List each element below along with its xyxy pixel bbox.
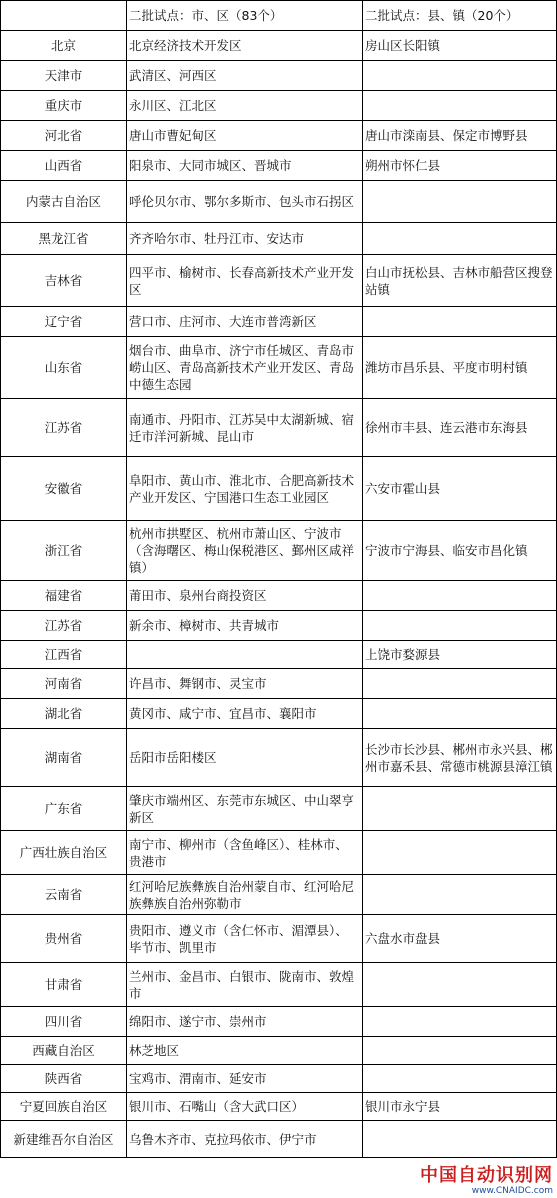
cities-cell: 绵阳市、遂宁市、崇州市 xyxy=(127,1007,363,1037)
counties-cell xyxy=(363,581,557,611)
table-row xyxy=(1,151,557,181)
counties-cell xyxy=(363,611,557,641)
cities-cell: 齐齐哈尔市、牡丹江市、安达市 xyxy=(127,223,363,255)
province-cell: 广东省 xyxy=(1,787,127,831)
cities-cell: 新余市、樟树市、共青城市 xyxy=(127,611,363,641)
province-cell: 陕西省 xyxy=(1,1065,127,1093)
province-cell: 北京 xyxy=(1,31,127,61)
counties-cell: 徐州市丰县、连云港市东海县 xyxy=(363,399,557,457)
cities-cell: 乌鲁木齐市、克拉玛依市、伊宁市 xyxy=(127,1121,363,1158)
table-row xyxy=(1,915,557,963)
table-body xyxy=(1,1,557,1158)
counties-cell: 六安市霍山县 xyxy=(363,457,557,521)
province-cell: 甘肃省 xyxy=(1,963,127,1007)
province-cell: 新建维吾尔自治区 xyxy=(1,1121,127,1158)
province-cell: 云南省 xyxy=(1,875,127,915)
table-row xyxy=(1,787,557,831)
cities-cell: 红河哈尼族彝族自治州蒙自市、红河哈尼族彝族自治州弥勒市 xyxy=(127,875,363,915)
table-row xyxy=(1,223,557,255)
counties-cell: 唐山市滦南县、保定市博野县 xyxy=(363,121,557,151)
counties-cell: 宁波市宁海县、临安市昌化镇 xyxy=(363,521,557,581)
watermark xyxy=(420,1167,553,1196)
province-cell: 江苏省 xyxy=(1,399,127,457)
counties-cell: 长沙市长沙县、郴州市永兴县、郴州市嘉禾县、常德市桃源县漳江镇 xyxy=(363,729,557,787)
counties-cell: 银川市永宁县 xyxy=(363,1093,557,1121)
cities-cell: 永川区、江北区 xyxy=(127,91,363,121)
province-cell: 内蒙古自治区 xyxy=(1,181,127,223)
province-cell: 江苏省 xyxy=(1,611,127,641)
province-cell: 江西省 xyxy=(1,641,127,669)
cities-cell: 银川市、石嘴山（含大武口区） xyxy=(127,1093,363,1121)
counties-cell: 潍坊市昌乐县、平度市明村镇 xyxy=(363,337,557,399)
table-row xyxy=(1,399,557,457)
cities-cell: 南宁市、柳州市（含鱼峰区）、桂林市、贵港市 xyxy=(127,831,363,875)
province-cell: 宁夏回族自治区 xyxy=(1,1093,127,1121)
cities-cell: 南通市、丹阳市、江苏吴中太湖新城、宿迁市洋河新城、昆山市 xyxy=(127,399,363,457)
counties-cell: 白山市抚松县、吉林市船营区搜登站镇 xyxy=(363,255,557,307)
cities-cell: 林芝地区 xyxy=(127,1037,363,1065)
province-cell: 湖南省 xyxy=(1,729,127,787)
table-row xyxy=(1,1065,557,1093)
cities-cell: 武清区、河西区 xyxy=(127,61,363,91)
table-row xyxy=(1,669,557,699)
cities-cell: 许昌市、舞钢市、灵宝市 xyxy=(127,669,363,699)
counties-cell xyxy=(363,787,557,831)
table-row xyxy=(1,699,557,729)
cities-cell: 兰州市、金昌市、白银市、陇南市、敦煌市 xyxy=(127,963,363,1007)
cities-cell xyxy=(127,641,363,669)
counties-cell xyxy=(363,875,557,915)
cities-cell: 黄冈市、咸宁市、宜昌市、襄阳市 xyxy=(127,699,363,729)
counties-cell xyxy=(363,1037,557,1065)
province-cell: 山东省 xyxy=(1,337,127,399)
table-row xyxy=(1,1037,557,1065)
table-row xyxy=(1,611,557,641)
province-cell: 浙江省 xyxy=(1,521,127,581)
counties-cell xyxy=(363,307,557,337)
table-row xyxy=(1,963,557,1007)
province-cell: 贵州省 xyxy=(1,915,127,963)
cities-cell: 宝鸡市、渭南市、延安市 xyxy=(127,1065,363,1093)
counties-cell xyxy=(363,831,557,875)
table-row xyxy=(1,31,557,61)
watermark-url: www.CNAIDC.com xyxy=(471,1186,553,1196)
cities-cell: 肇庆市端州区、东莞市东城区、中山翠亨新区 xyxy=(127,787,363,831)
counties-cell: 六盘水市盘县 xyxy=(363,915,557,963)
counties-cell xyxy=(363,963,557,1007)
table-row xyxy=(1,255,557,307)
counties-cell xyxy=(363,1007,557,1037)
province-cell: 四川省 xyxy=(1,1007,127,1037)
table-row xyxy=(1,307,557,337)
province-cell: 湖北省 xyxy=(1,699,127,729)
table-row xyxy=(1,181,557,223)
cities-cell: 杭州市拱墅区、杭州市萧山区、宁波市（含海曙区、梅山保税港区、鄞州区咸祥镇） xyxy=(127,521,363,581)
counties-cell xyxy=(363,91,557,121)
table-row xyxy=(1,1007,557,1037)
counties-cell xyxy=(363,181,557,223)
cities-cell: 岳阳市岳阳楼区 xyxy=(127,729,363,787)
table-row xyxy=(1,521,557,581)
cities-cell: 四平市、榆树市、长春高新技术产业开发区 xyxy=(127,255,363,307)
cities-cell: 营口市、庄河市、大连市普湾新区 xyxy=(127,307,363,337)
counties-cell: 上饶市婺源县 xyxy=(363,641,557,669)
cities-cell: 北京经济技术开发区 xyxy=(127,31,363,61)
table-row xyxy=(1,729,557,787)
province-cell: 辽宁省 xyxy=(1,307,127,337)
table-row xyxy=(1,61,557,91)
counties-cell xyxy=(363,1121,557,1158)
header-province xyxy=(1,1,127,31)
province-cell: 广西壮族自治区 xyxy=(1,831,127,875)
province-cell: 河南省 xyxy=(1,669,127,699)
table-row xyxy=(1,337,557,399)
table-row xyxy=(1,91,557,121)
cities-cell: 唐山市曹妃甸区 xyxy=(127,121,363,151)
province-cell: 福建省 xyxy=(1,581,127,611)
table-row xyxy=(1,457,557,521)
province-cell: 黑龙江省 xyxy=(1,223,127,255)
province-cell: 河北省 xyxy=(1,121,127,151)
watermark-name: 中国自动识别网 xyxy=(420,1165,553,1186)
table-row xyxy=(1,875,557,915)
table-row xyxy=(1,581,557,611)
cities-cell: 阜阳市、黄山市、淮北市、合肥高新技术产业开发区、宁国港口生态工业园区 xyxy=(127,457,363,521)
table-row xyxy=(1,121,557,151)
province-cell: 山西省 xyxy=(1,151,127,181)
province-cell: 重庆市 xyxy=(1,91,127,121)
province-cell: 安徽省 xyxy=(1,457,127,521)
cities-cell: 阳泉市、大同市城区、晋城市 xyxy=(127,151,363,181)
header-row xyxy=(1,1,557,31)
table-row xyxy=(1,641,557,669)
counties-cell: 朔州市怀仁县 xyxy=(363,151,557,181)
counties-cell xyxy=(363,669,557,699)
province-cell: 吉林省 xyxy=(1,255,127,307)
cities-cell: 莆田市、泉州台商投资区 xyxy=(127,581,363,611)
counties-cell xyxy=(363,223,557,255)
header-counties: 二批试点：县、镇（20个） xyxy=(363,1,557,31)
counties-cell xyxy=(363,699,557,729)
table-row xyxy=(1,1093,557,1121)
cities-cell: 贵阳市、遵义市（含仁怀市、湄潭县）、毕节市、凯里市 xyxy=(127,915,363,963)
counties-cell xyxy=(363,1065,557,1093)
header-cities: 二批试点：市、区（83个） xyxy=(127,1,363,31)
counties-cell xyxy=(363,61,557,91)
province-cell: 天津市 xyxy=(1,61,127,91)
table-row xyxy=(1,831,557,875)
table-row xyxy=(1,1121,557,1158)
province-cell: 西藏自治区 xyxy=(1,1037,127,1065)
cities-cell: 烟台市、曲阜市、济宁市任城区、青岛市崂山区、青岛高新技术产业开发区、青岛中德生态园 xyxy=(127,337,363,399)
cities-cell: 呼伦贝尔市、鄂尔多斯市、包头市石拐区 xyxy=(127,181,363,223)
counties-cell: 房山区长阳镇 xyxy=(363,31,557,61)
